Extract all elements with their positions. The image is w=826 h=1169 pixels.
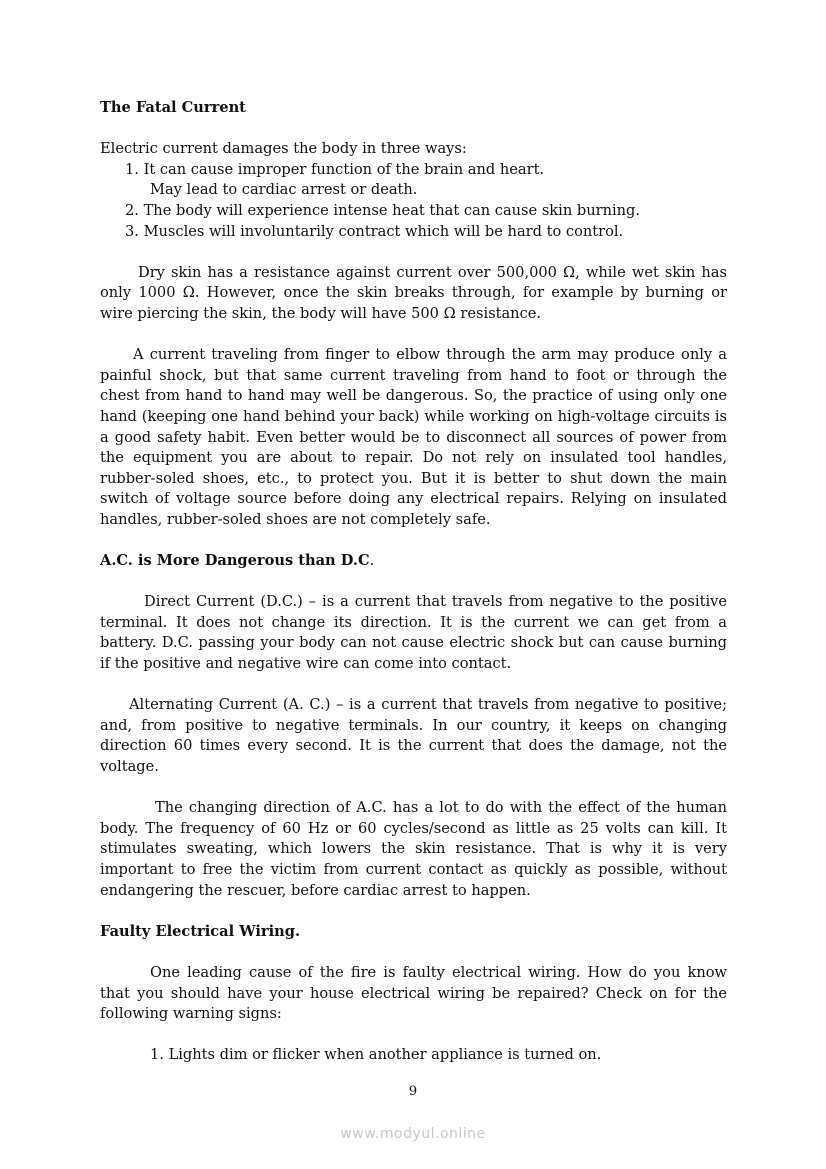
- list-item: 2. The body will experience intense heat that can cause skin burning.: [125, 201, 641, 219]
- heading-ac-vs-dc-period: .: [369, 552, 375, 570]
- list-item: 1. It can cause improper function of the brain and heart.: [125, 160, 545, 178]
- page-number: 9: [408, 1084, 418, 1099]
- intro-text: Electric current damages the body in three ways:: [100, 140, 467, 158]
- heading-fatal-current: The Fatal Current: [100, 99, 246, 116]
- damage-list: [100, 160, 727, 242]
- paragraph-faulty-wiring: One leading cause of the fire is faulty electrical wiring. How do you know that you should have your house electrical wiring be repaired? Check on for the following warning signs:: [100, 963, 727, 1023]
- paragraph-skin-resistance: Dry skin has a resistance against current over 500,000 Ω, while wet skin has only 1000 Ω. However, once the skin breaks through, for example by burning or wire piercing the skin, the body will have 500 Ω resistance.: [100, 263, 727, 322]
- paragraph-alternating-current: Alternating Current (A. C.) – is a current that travels from negative to positive; and, from positive to negative terminals. In our country, it keeps on changing direction 60 times every second. It is the current that does the damage, not the voltage.: [100, 696, 727, 775]
- heading-ac-vs-dc: [100, 551, 727, 572]
- paragraph-current-path: A current traveling from finger to elbow through the arm may produce only a painful shock, but that same current traveling from hand to foot or through the chest from hand to hand may well be dangerous. So, the practice of using only one hand (keeping one hand behind your back) while working on high-voltage circuits is a good safety habit. Even better would be to disconnect all sources of power from the equipment you are about to repair. Do not rely on insulated tool handles, rubber-soled shoes, etc., to protect you. But it is better to shut down the main switch of voltage source before doing any electrical repairs. Relying on insulated handles, rubber-soled shoes are not completely safe.: [100, 346, 727, 528]
- watermark: www.modyul.online: [340, 1126, 486, 1142]
- heading-ac-vs-dc-text: A.C. is More Dangerous than D.C: [100, 552, 370, 570]
- heading-faulty-wiring: Faulty Electrical Wiring.: [100, 922, 301, 940]
- list-item: 3. Muscles will involuntarily contract which will be hard to control.: [125, 222, 624, 240]
- paragraph-changing-direction: The changing direction of A.C. has a lot to do with the effect of the human body. The frequency of 60 Hz or 60 cycles/second as little as 25 volts can kill. It stimulates sweating, which lowers the skin resistance. That is why it is very important to free the victim from current contact as quickly as possible, without endangering the rescuer, before cardiac arrest to happen.: [100, 799, 727, 899]
- document-body: [100, 98, 727, 1066]
- paragraph-direct-current: Direct Current (D.C.) – is a current that travels from negative to the positive terminal. It does not change its direction. It is the current we can get from a battery. D.C. passing your body can not cause electric shock but can cause burning if the positive and negative wire can come into contact.: [100, 593, 727, 673]
- list-item: 1. Lights dim or flicker when another appliance is turned on.: [150, 1046, 602, 1064]
- list-item: May lead to cardiac arrest or death.: [150, 181, 418, 199]
